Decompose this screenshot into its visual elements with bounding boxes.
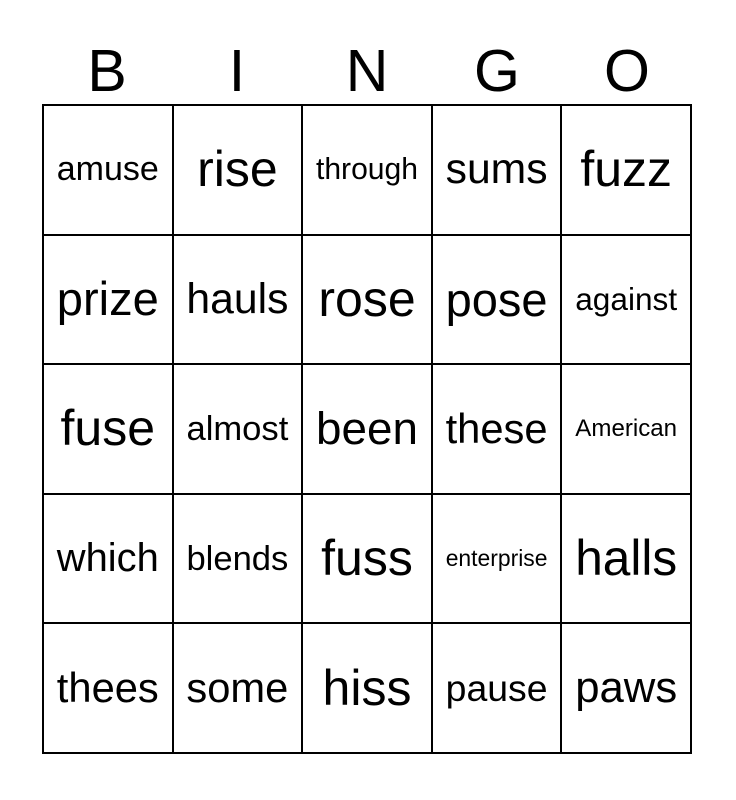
bingo-cell-r1c5[interactable] xyxy=(562,106,690,234)
bingo-cell-word: blends xyxy=(186,539,289,578)
bingo-cell-r4c4[interactable] xyxy=(433,495,561,623)
bingo-cell-r3c1[interactable] xyxy=(44,365,172,493)
bingo-cell-word: halls xyxy=(575,530,678,587)
bingo-cell-r2c1[interactable] xyxy=(44,236,172,364)
bingo-cell-r2c3[interactable] xyxy=(303,236,431,364)
bingo-cell-word: fuss xyxy=(321,530,413,587)
bingo-cell-word: these xyxy=(445,405,548,453)
bingo-cell-word: hiss xyxy=(322,659,412,716)
header-letter-o: O xyxy=(604,38,650,104)
bingo-cell-r4c2[interactable] xyxy=(174,495,302,623)
bingo-cell-r3c4[interactable] xyxy=(433,365,561,493)
bingo-cell-r3c5[interactable] xyxy=(562,365,690,493)
bingo-cell-r5c4[interactable] xyxy=(433,624,561,752)
header-letter-n: N xyxy=(345,38,389,104)
bingo-cell-word: fuzz xyxy=(580,141,673,198)
bingo-cell-r1c4[interactable] xyxy=(433,106,561,234)
bingo-cell-r5c1[interactable] xyxy=(44,624,172,752)
bingo-cell-r1c1[interactable] xyxy=(44,106,172,234)
bingo-cell-r2c2[interactable] xyxy=(174,236,302,364)
bingo-cell-word: been xyxy=(316,402,418,454)
bingo-cell-word: rose xyxy=(318,270,416,327)
bingo-cell-r2c4[interactable] xyxy=(433,236,561,364)
bingo-cell-word: pause xyxy=(445,666,548,709)
bingo-card-grid xyxy=(42,104,692,754)
bingo-cell-word: paws xyxy=(575,663,678,713)
bingo-cell-word: sums xyxy=(445,145,548,194)
header-letter-i: I xyxy=(228,38,246,104)
bingo-cell-r3c2[interactable] xyxy=(174,365,302,493)
bingo-cell-r5c5[interactable] xyxy=(562,624,690,752)
bingo-cell-r5c2[interactable] xyxy=(174,624,302,752)
bingo-cell-word: fuse xyxy=(60,400,156,457)
bingo-cell-word: some xyxy=(186,664,289,712)
bingo-header xyxy=(42,38,692,104)
bingo-cell-r5c3[interactable] xyxy=(303,624,431,752)
bingo-cell-word: American xyxy=(575,414,678,442)
bingo-cell-word: which xyxy=(56,535,159,580)
header-letter-b: B xyxy=(87,38,127,104)
bingo-cell-r1c3[interactable] xyxy=(303,106,431,234)
bingo-cell-r4c3[interactable] xyxy=(303,495,431,623)
bingo-cell-r2c5[interactable] xyxy=(562,236,690,364)
bingo-cell-word: rise xyxy=(197,141,278,198)
bingo-cell-r1c2[interactable] xyxy=(174,106,302,234)
header-letter-g: G xyxy=(474,38,520,104)
bingo-cell-word: against xyxy=(575,281,678,318)
bingo-cell-r4c1[interactable] xyxy=(44,495,172,623)
bingo-cell-r4c5[interactable] xyxy=(562,495,690,623)
bingo-cell-word: hauls xyxy=(186,274,289,323)
bingo-cell-r3c3[interactable] xyxy=(303,365,431,493)
bingo-cell-word: pose xyxy=(445,272,548,326)
bingo-cell-word: amuse xyxy=(56,150,159,189)
bingo-cell-word: prize xyxy=(56,272,159,326)
bingo-cell-word: thees xyxy=(56,664,159,712)
bingo-cell-word: through xyxy=(315,153,419,187)
bingo-cell-word: almost xyxy=(186,409,289,448)
bingo-cell-word: enterprise xyxy=(445,545,548,571)
